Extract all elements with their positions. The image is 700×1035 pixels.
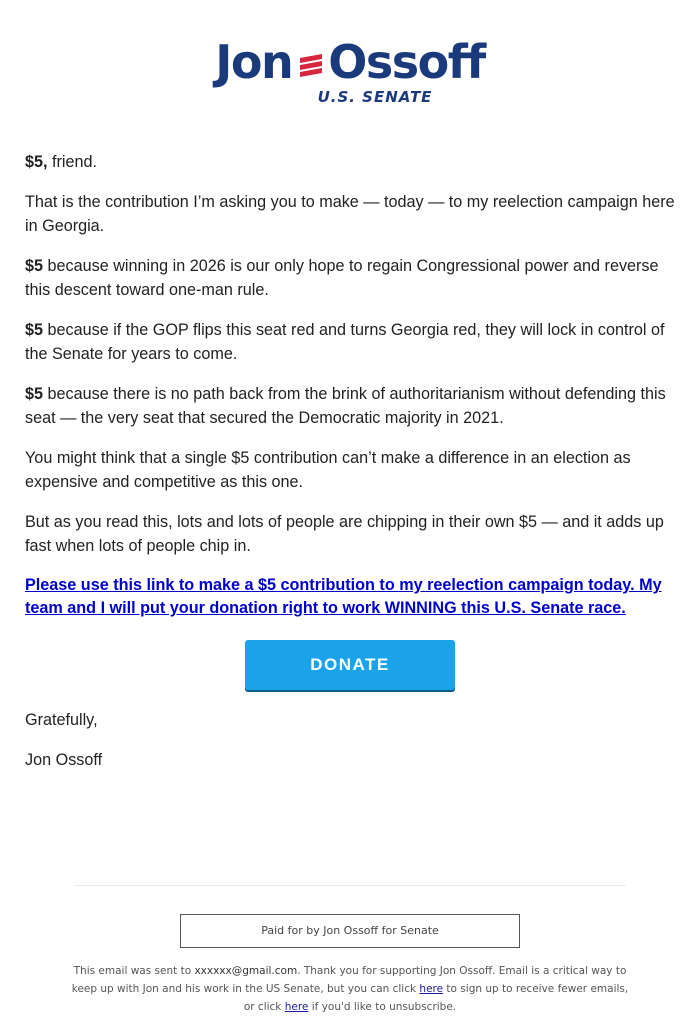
unsubscribe-link[interactable]: here xyxy=(284,1001,309,1013)
paragraph-4-text: because there is no path back from the brink of authoritarianism without defending this seat — the very seat that secured the Democratic majority in 2021. xyxy=(25,385,666,427)
paragraph-5: You might think that a single $5 contribution can’t make a difference in an election as expensive and competitive as this one. xyxy=(25,449,631,491)
greeting-amount: $5, xyxy=(25,153,48,171)
recipient-email: xxxxxx@gmail.com xyxy=(194,965,298,977)
paragraph-3-text: because if the GOP flips this seat red and turns Georgia red, they will lock in control of the Senate for years to come. xyxy=(25,321,665,363)
campaign-logo xyxy=(0,34,700,106)
logo-subtitle: U.S. SENATE xyxy=(317,88,433,106)
footer-divider xyxy=(74,885,626,886)
fewer-emails-link[interactable]: here xyxy=(419,983,444,995)
footer-text xyxy=(70,962,630,1016)
email-body xyxy=(25,150,675,788)
footer-text-3: to sign up to receive fewer emails, or click xyxy=(243,983,629,1013)
paragraph-2 xyxy=(25,254,675,302)
donate-button[interactable]: DONATE xyxy=(245,640,455,690)
logo-stripes-icon xyxy=(296,50,326,80)
paid-for-box: Paid for by Jon Ossoff for Senate xyxy=(180,914,520,948)
footer-text-4: if you'd like to unsubscribe. xyxy=(308,1001,457,1013)
greeting xyxy=(25,150,675,174)
footer-text-2: . Thank you for supporting Jon Ossoff. Email is a critical way to keep up with Jon and his work in the US Senate, but you can click xyxy=(71,965,627,995)
amount-bold: $5 xyxy=(25,257,44,275)
logo-last-name: Ossoff xyxy=(328,35,485,89)
paragraph-3 xyxy=(25,318,675,366)
signature: Jon Ossoff xyxy=(25,751,103,769)
paragraph-4 xyxy=(25,382,675,430)
footer-text-1: This email was sent to xyxy=(73,965,195,977)
greeting-text: friend. xyxy=(47,153,98,171)
paragraph-6: But as you read this, lots and lots of people are chipping in their own $5 — and it adds up fast when lots of people chip in. xyxy=(25,513,664,555)
logo-first-name: Jon xyxy=(215,35,293,89)
donate-wrapper xyxy=(25,640,675,690)
closing: Gratefully, xyxy=(25,711,98,729)
amount-bold: $5 xyxy=(25,321,44,339)
paragraph-1: That is the contribution I’m asking you to make — today — to my reelection campaign here in Georgia. xyxy=(25,193,675,235)
amount-bold: $5 xyxy=(25,385,44,403)
contribution-link[interactable]: Please use this link to make a $5 contribution to my reelection campaign today. My team and I will put your donation right to work WINNING this U.S. Senate race. xyxy=(25,576,662,617)
paragraph-2-text: because winning in 2026 is our only hope to regain Congressional power and reverse this descent toward one-man rule. xyxy=(25,257,659,299)
